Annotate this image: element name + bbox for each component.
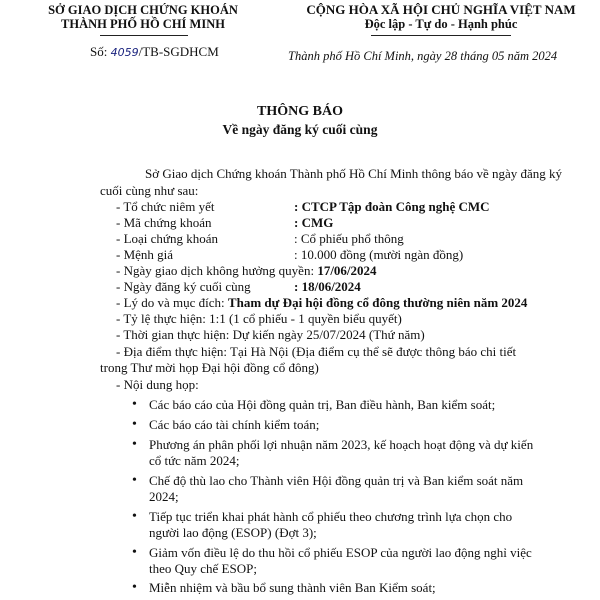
document-number-suffix: /TB-SGDHCM bbox=[138, 44, 219, 59]
agenda-item: • Các báo cáo của Hội đồng quản trị, Ban điều hành, Ban kiểm soát; bbox=[149, 397, 495, 413]
agenda-item-continuation: 2024; bbox=[149, 489, 179, 504]
issuer-name-line2: THÀNH PHỐ HỒ CHÍ MINH bbox=[61, 17, 225, 31]
field-label: - Loại chứng khoán bbox=[116, 231, 218, 246]
issuer-underline bbox=[100, 35, 188, 36]
document-number bbox=[90, 44, 219, 61]
agenda-item-continuation: theo Quy chế ESOP; bbox=[149, 561, 257, 576]
issuer-name-line1: SỞ GIAO DỊCH CHỨNG KHOÁN bbox=[48, 3, 238, 17]
no-rights-date-value: 17/06/2024 bbox=[317, 263, 377, 278]
record-date-label: - Ngày đăng ký cuối cùng bbox=[116, 279, 251, 294]
purpose-label: - Lý do và mục đích: bbox=[116, 295, 225, 310]
document-number-prefix: Số: bbox=[90, 44, 108, 59]
document-subtitle: Về ngày đăng ký cuối cùng bbox=[222, 122, 378, 137]
document-number-handwritten: 4059 bbox=[110, 46, 139, 59]
agenda-item: • Giảm vốn điều lệ do thu hồi cổ phiếu ESOP của người lao động nghỉ việc bbox=[149, 545, 532, 561]
location-row-line1: - Địa điểm thực hiện: Tại Hà Nội (Địa điểm cụ thể sẽ được thông báo chi tiết bbox=[116, 344, 517, 359]
no-rights-date-label: - Ngày giao dịch không hưởng quyền: bbox=[116, 263, 315, 278]
no-rights-date-row bbox=[116, 263, 377, 279]
purpose-value: Tham dự Đại hội đồng cổ đông thường niên năm 2024 bbox=[227, 295, 528, 310]
time-row: - Thời gian thực hiện: Dự kiến ngày 25/07/2024 (Thứ năm) bbox=[116, 327, 425, 342]
intro-text-line2: cuối cùng như sau: bbox=[100, 183, 199, 198]
agenda-item-continuation: người lao động (ESOP) (Đợt 3); bbox=[149, 525, 317, 540]
agenda-item: • Miễn nhiệm và bầu bổ sung thành viên Ban Kiểm soát; bbox=[149, 580, 436, 596]
place-date: Thành phố Hồ Chí Minh, ngày 28 tháng 05 năm 2024 bbox=[288, 49, 558, 63]
purpose-row bbox=[116, 295, 527, 311]
field-label: - Tổ chức niêm yết bbox=[116, 199, 215, 214]
field-value: : CTCP Tập đoàn Công nghệ CMC bbox=[294, 199, 490, 214]
nation-motto: Độc lập - Tự do - Hạnh phúc bbox=[364, 17, 518, 31]
field-value: : 10.000 đồng (mười ngàn đồng) bbox=[294, 247, 464, 262]
record-date-value: : 18/06/2024 bbox=[294, 279, 361, 294]
field-value: : CMG bbox=[294, 215, 334, 230]
motto-underline bbox=[371, 35, 511, 36]
intro-text-line1: Sở Giao dịch Chứng khoán Thành phố Hồ Chí Minh thông báo về ngày đăng ký bbox=[145, 166, 563, 181]
agenda-item-continuation: cổ tức năm 2024; bbox=[149, 453, 240, 468]
agenda-item: • Tiếp tục triển khai phát hành cổ phiếu theo chương trình lựa chọn cho bbox=[149, 509, 512, 525]
agenda-item: • Phương án phân phối lợi nhuận năm 2023, kế hoạch hoạt động và dự kiến bbox=[149, 437, 533, 453]
field-value: : Cổ phiếu phổ thông bbox=[294, 231, 404, 246]
field-label: - Mã chứng khoán bbox=[116, 215, 212, 230]
ratio-row: - Tỷ lệ thực hiện: 1:1 (1 cổ phiếu - 1 quyền biểu quyết) bbox=[116, 311, 402, 326]
content-label: - Nội dung họp: bbox=[116, 377, 199, 392]
location-row-line2: trong Thư mời họp Đại hội đồng cổ đông) bbox=[100, 360, 319, 375]
agenda-item: • Chế độ thù lao cho Thành viên Hội đồng quản trị và Ban kiểm soát năm bbox=[149, 473, 523, 489]
nation-title: CỘNG HÒA XÃ HỘI CHỦ NGHĨA VIỆT NAM bbox=[306, 2, 576, 17]
document-title: THÔNG BÁO bbox=[257, 104, 343, 119]
agenda-item: • Các báo cáo tài chính kiểm toán; bbox=[149, 417, 319, 433]
field-label: - Mệnh giá bbox=[116, 247, 174, 262]
